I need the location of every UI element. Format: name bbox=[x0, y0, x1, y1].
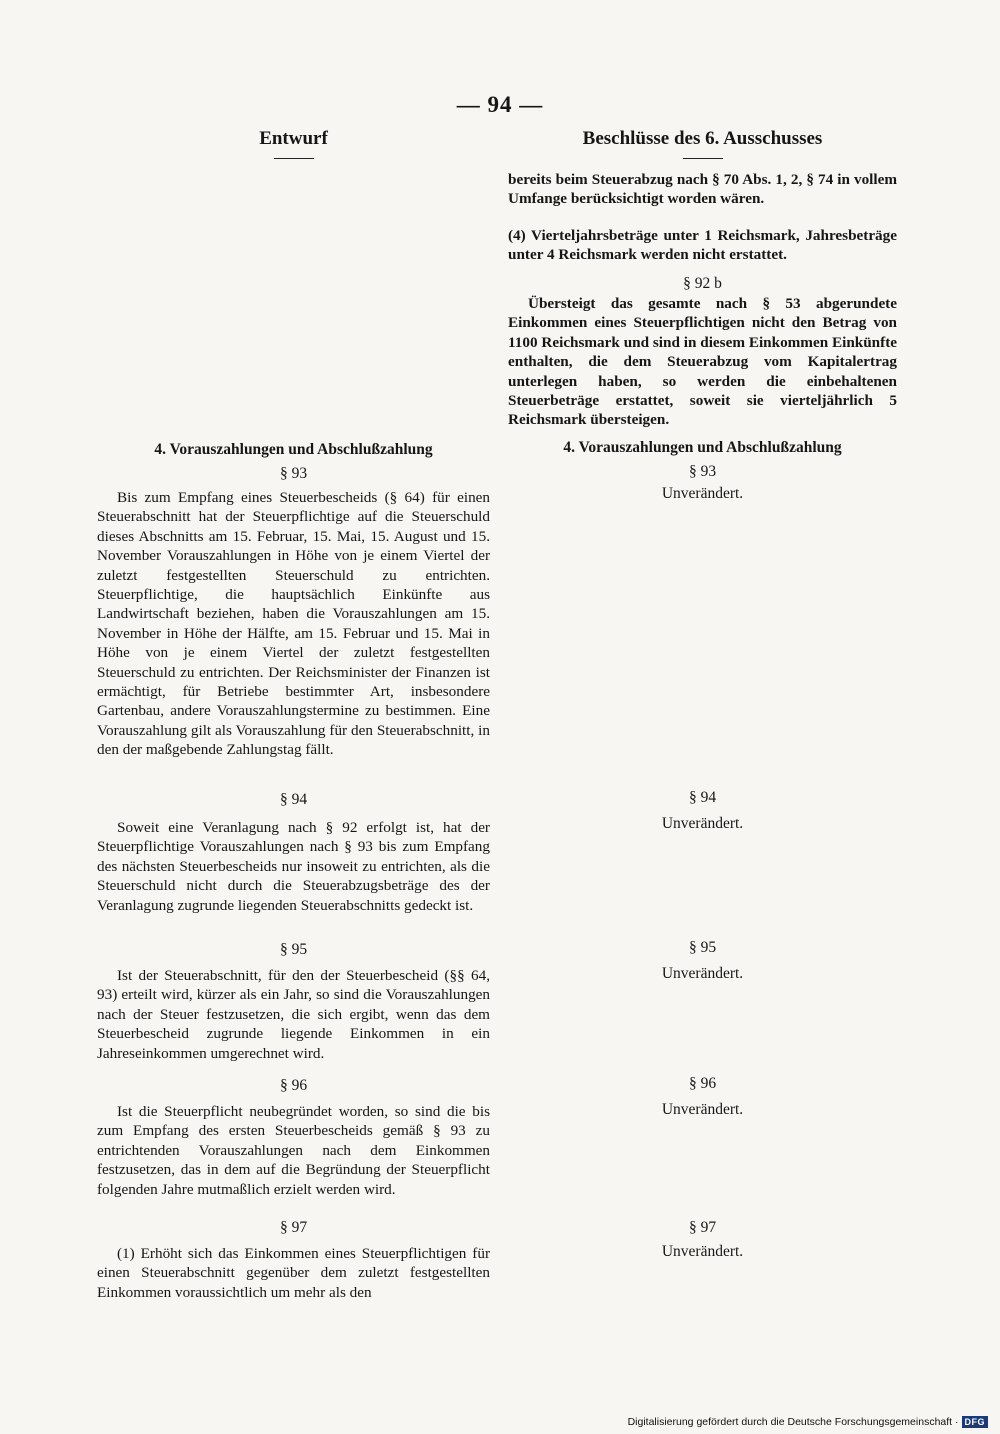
section-text-93: Bis zum Empfang eines Steuerbescheids (§ 64) für einen Steuerabschnitt hat der Steuerpflichtige auf die Steuerschuld dieses Abschnitts am 15. Februar, 15. Mai, 15. August und 15. November Vorauszahlungen in Höhe von je einem Viertel der zuletzt festgestellten Steuerschuld zu entrichten. Steuerpflichtige, die hauptsächlich Einkünfte aus Landwirtschaft beziehen, haben die Vorauszahlungen am 15. November in Höhe der Hälfte, am 15. Februar und 15. Mai in Höhe von je einem Viertel der zuletzt festgestellten Steuerschuld zu entrichten. Der Reichsminister der Finanzen ist ermächtigt, für Betriebe bestimmter Art, insbesondere Gartenbau, andere Vorauszahlungstermine zu bestimmen. Eine Vorauszahlung gilt als Vorauszahlung für den Steuerabschnitt, in den der maßgebende Zahlungstag fällt. bbox=[97, 489, 490, 759]
paragraph-4-text: (4) Vierteljahrsbeträge unter 1 Reichsmark, Jahresbeträge unter 4 Reichsmark werden nicht erstattet. bbox=[508, 227, 897, 264]
section-text-96: Unverändert. bbox=[661, 1101, 744, 1118]
section-label-96: § 96 bbox=[279, 1077, 308, 1094]
section-text-97: (1) Erhöht sich das Einkommen eines Steuerpflichtigen für einen Steuerabschnitt gegenüber dem zuletzt festgestellten Einkommen voraussichtlich um mehr als den bbox=[97, 1245, 490, 1301]
section-label-97: § 97 bbox=[688, 1219, 717, 1236]
section-text-94: Soweit eine Veranlagung nach § 92 erfolgt ist, hat der Steuerpflichtige Vorauszahlungen nach § 93 bis zum Empfang des nächsten Steuerbescheids nur insoweit zu entrichten, als die Steuerschuld nicht durch die Steuerabzugsbeträge des der Veranlagung zugrunde liegenden Steuerabschnitts gedeckt ist. bbox=[97, 819, 490, 914]
section-label-96: § 96 bbox=[688, 1075, 717, 1092]
footer-text: Digitalisierung gefördert durch die Deutsche Forschungsgemeinschaft · bbox=[627, 1416, 959, 1428]
section-text-95: Ist der Steuerabschnitt, für den der Steuerbescheid (§§ 64, 93) erteilt wird, kürzer als ein Jahr, so sind die Vorauszahlungen nach der Steuer festzusetzen, die sich ergibt, wenn das dem Steuerbescheid zugrunde liegende Einkommen in ein Jahreseinkommen umgerechnet wird. bbox=[97, 967, 490, 1062]
section-label-97: § 97 bbox=[279, 1219, 308, 1236]
section-label-92b: § 92 b bbox=[683, 275, 722, 292]
section-text-93: Unverändert. bbox=[661, 485, 744, 502]
section-label-95: § 95 bbox=[279, 941, 308, 958]
left-column-title: Entwurf bbox=[259, 128, 328, 149]
section-label-93: § 93 bbox=[279, 465, 308, 482]
section-text-96: Ist die Steuerpflicht neubegründet worden, so sind die bis zum Empfang des ersten Steuerbescheids gemäß § 93 zu entrichtenden Vorauszahlungen nach dem Einkommen festzusetzen, das in dem auf die Begründung der Steuerpflicht folgenden Jahre mutmaßlich erzielt werden wird. bbox=[97, 1103, 490, 1198]
section-label-94: § 94 bbox=[279, 791, 308, 808]
dfg-logo: DFG bbox=[962, 1416, 989, 1428]
section-label-95: § 95 bbox=[688, 939, 717, 956]
section-text-97: Unverändert. bbox=[661, 1243, 744, 1260]
section-heading: 4. Vorauszahlungen und Abschlußzahlung bbox=[154, 441, 433, 458]
section-heading: 4. Vorauszahlungen und Abschlußzahlung bbox=[563, 439, 842, 456]
continued-text: bereits beim Steuerabzug nach § 70 Abs. 1, 2, § 74 in vollem Umfange berücksichtigt worden wären. bbox=[508, 171, 897, 208]
footer-credit bbox=[628, 1416, 988, 1428]
right-column-title: Beschlüsse des 6. Ausschusses bbox=[582, 128, 823, 149]
section-text-94: Unverändert. bbox=[661, 815, 744, 832]
title-rule bbox=[274, 158, 314, 159]
right-column bbox=[508, 126, 897, 1260]
page-number: — 94 — bbox=[456, 92, 544, 117]
section-label-93: § 93 bbox=[688, 463, 717, 480]
section-label-94: § 94 bbox=[688, 789, 717, 806]
left-column bbox=[97, 126, 490, 1301]
section-text-92b: Übersteigt das gesamte nach § 53 abgerundete Einkommen eines Steuerpflichtigen nicht den Betrag von 1100 Reichsmark und sind in diesem Einkommen Einkünfte enthalten, die dem Steuerabzug vom Kapitalertrag unterlegen haben, so werden die einbehaltenen Steuerbeträge erstattet, soweit sie vierteljährlich 5 Reichsmark übersteigen. bbox=[508, 295, 897, 429]
title-rule bbox=[683, 158, 723, 159]
section-text-95: Unverändert. bbox=[661, 965, 744, 982]
